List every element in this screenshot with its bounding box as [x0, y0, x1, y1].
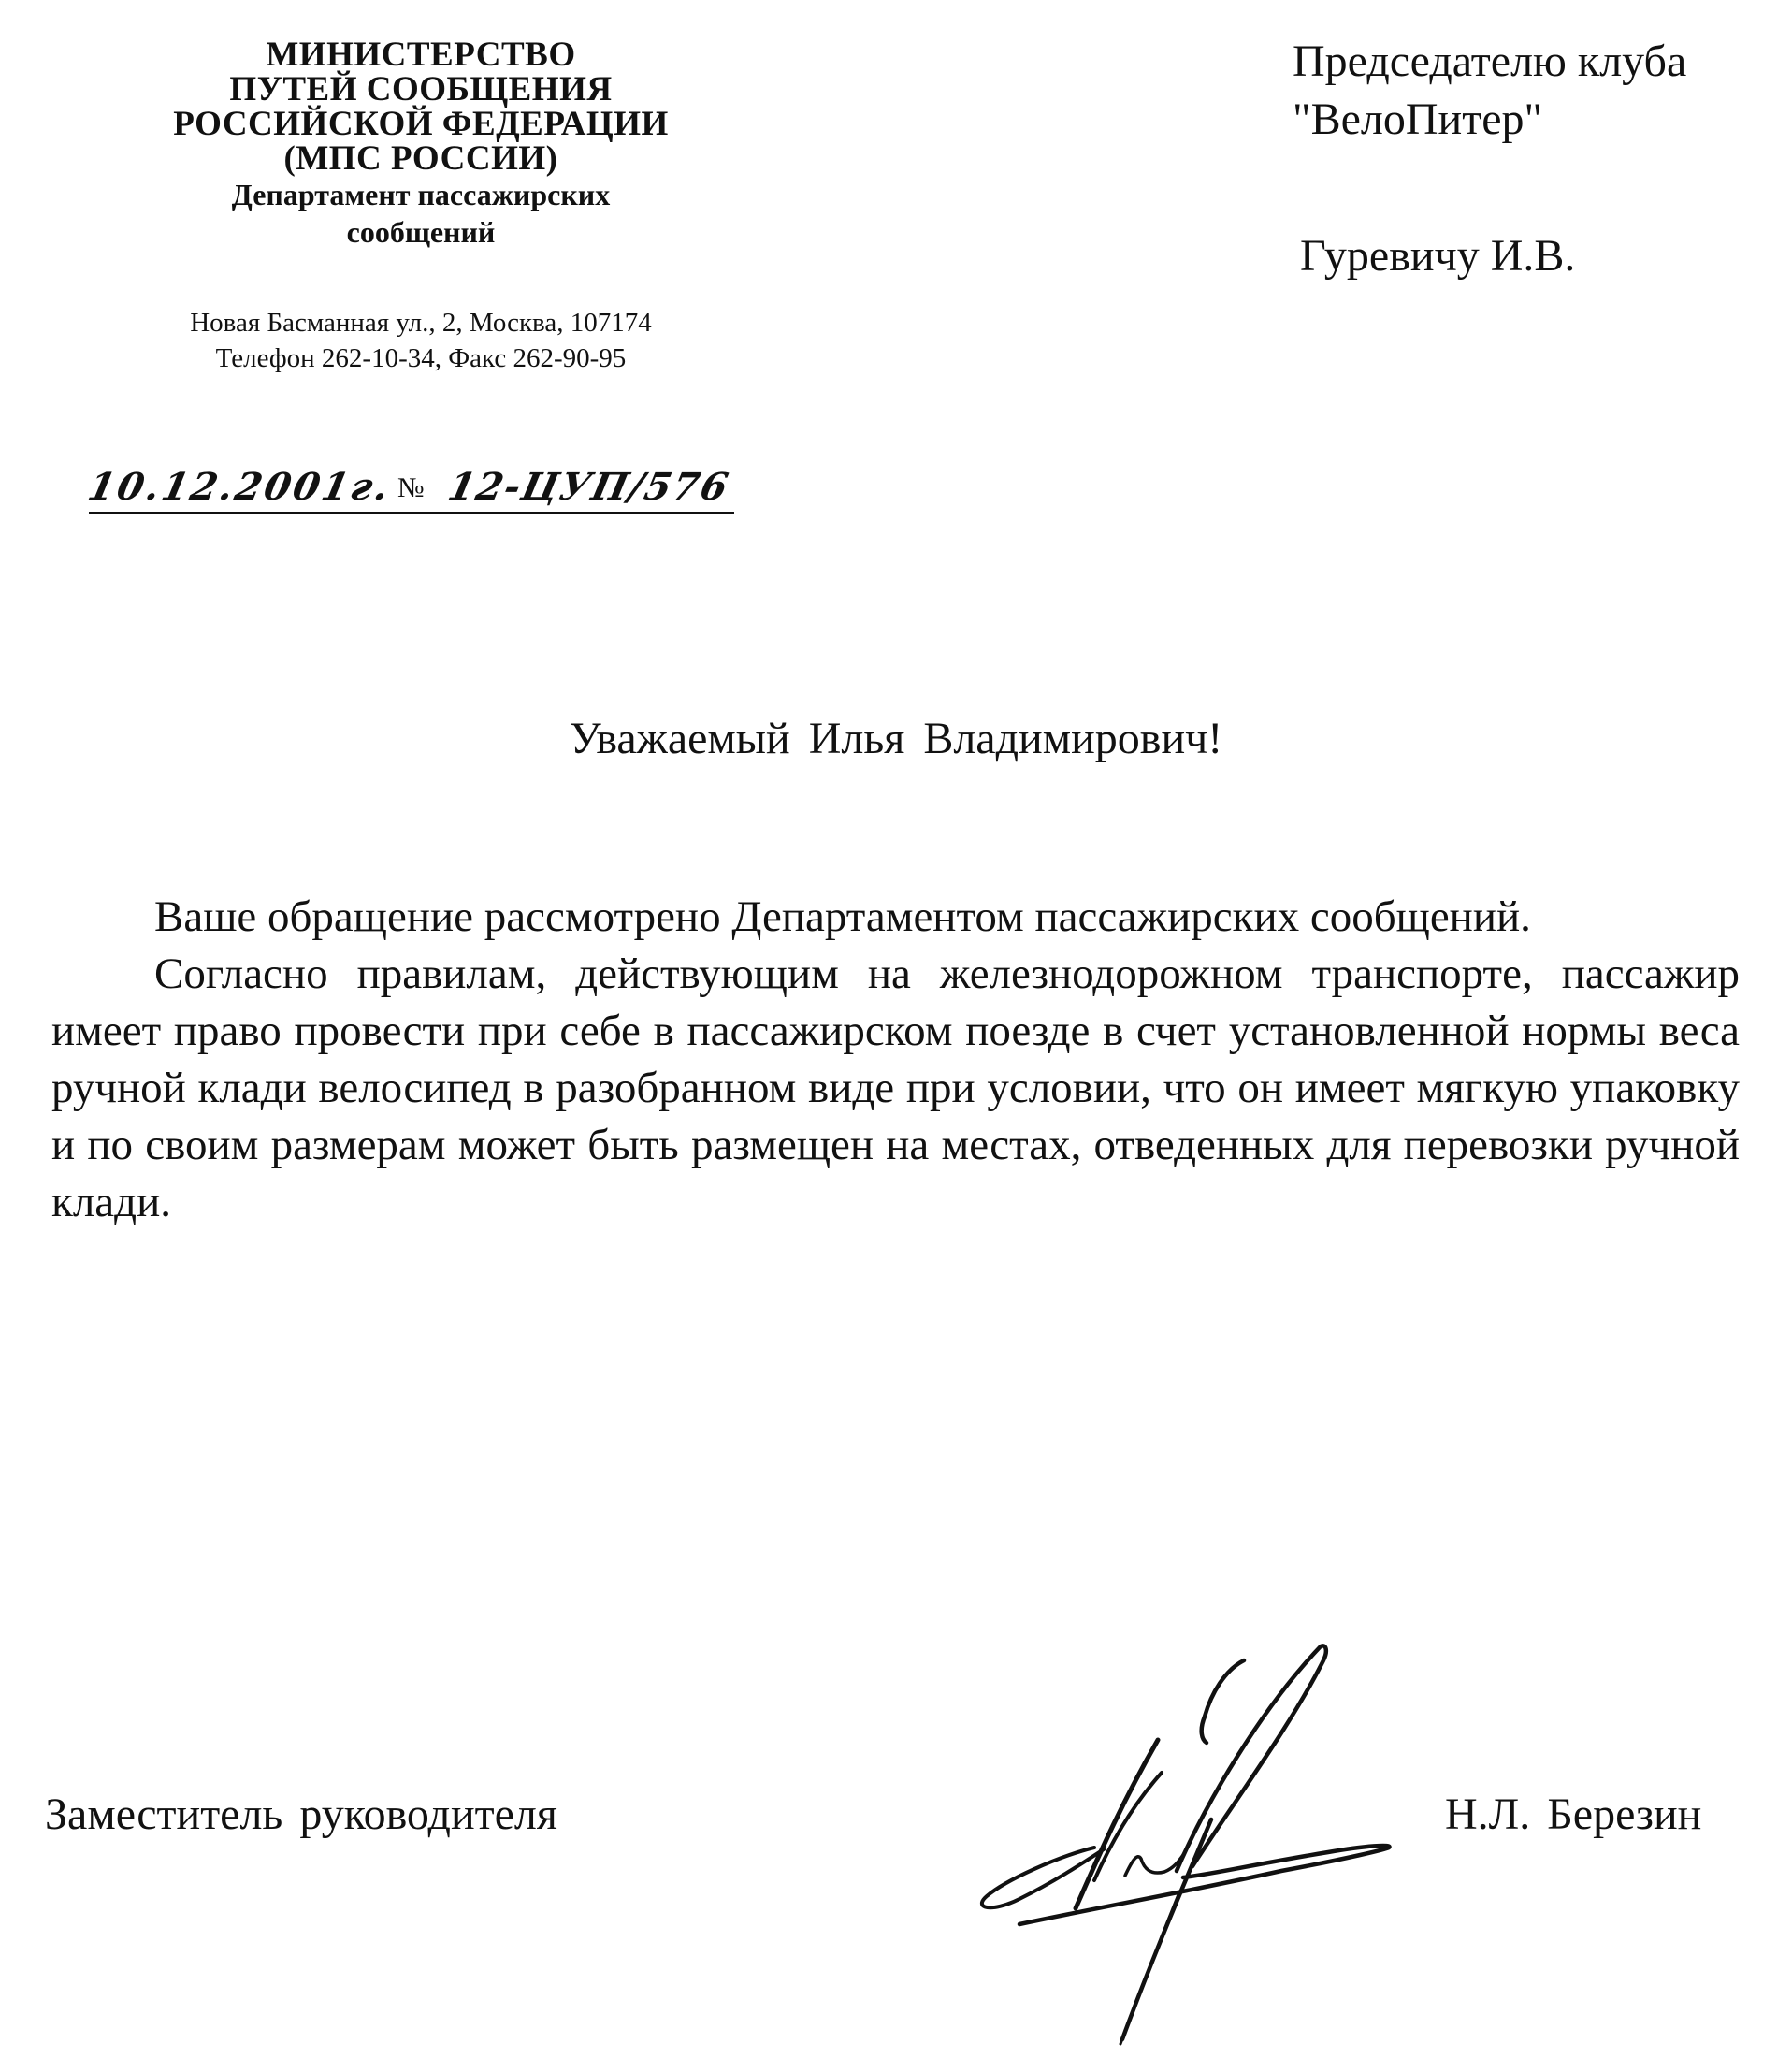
reference-line: [84, 463, 734, 514]
signature-stroke: [1019, 1846, 1390, 1924]
letterhead-address: Новая Басманная ул., 2, Москва, 107174: [190, 308, 652, 338]
letterhead-address-block: [75, 305, 767, 376]
handwritten-date: 10.12.2001г.: [84, 465, 396, 509]
ministry-name-line-2: ПУТЕЙ СООБЩЕНИЯ: [229, 70, 613, 109]
body-paragraph-2: Согласно правилам, действующим на железнодорожном транспорте, пассажир имеет право провести при себе в пассажирском поезде в счет установленной нормы веса ручной клади велосипед в разобранном виде при условии, что он имеет мягкую упаковку и по своим размерам может быть размещен на местах, отведенных для перевозки ручной клади.: [51, 949, 1740, 1226]
department-name-line-2: сообщений: [346, 215, 496, 249]
addressee-name: Гуревичу И.В.: [1300, 231, 1576, 281]
signatory-name: Н.Л. Березин: [1445, 1790, 1702, 1839]
number-sign: №: [397, 472, 425, 503]
letter-body: [51, 889, 1740, 1231]
signature-stroke: [1177, 1645, 1326, 1871]
signature-stroke: [1125, 1855, 1183, 1876]
handwritten-signature: [954, 1642, 1440, 2053]
signatory-title: Заместитель руководителя: [45, 1790, 557, 1839]
salutation: Уважаемый Илья Владимирович!: [569, 714, 1223, 763]
ministry-name-line-3: РОССИЙСКОЙ ФЕДЕРАЦИИ: [173, 105, 669, 143]
signature-stroke: [982, 1848, 1104, 1907]
ministry-abbreviation: (МПС РОССИИ): [283, 139, 558, 178]
signature-stroke: [1076, 1740, 1158, 1908]
addressee-position: Председателю клуба: [1293, 36, 1687, 86]
letterhead-contacts: Телефон 262-10-34, Факс 262-90-95: [215, 343, 627, 373]
letterhead: [75, 37, 767, 376]
signature-stroke: [1094, 1773, 1162, 1880]
handwritten-reference-number: 12-ЦУП/576: [444, 465, 734, 509]
body-paragraph-1: Ваше обращение рассмотрено Департаментом пассажирских сообщений.: [154, 892, 1531, 941]
addressee-block: [1293, 33, 1686, 285]
signature-stroke: [1120, 1894, 1178, 2044]
addressee-club: "ВелоПитер": [1293, 94, 1543, 144]
signature-stroke: [1202, 1660, 1244, 1743]
department-name-line-1: Департамент пассажирских: [231, 178, 611, 211]
ministry-name-line-1: МИНИСТЕРСТВО: [266, 36, 576, 74]
